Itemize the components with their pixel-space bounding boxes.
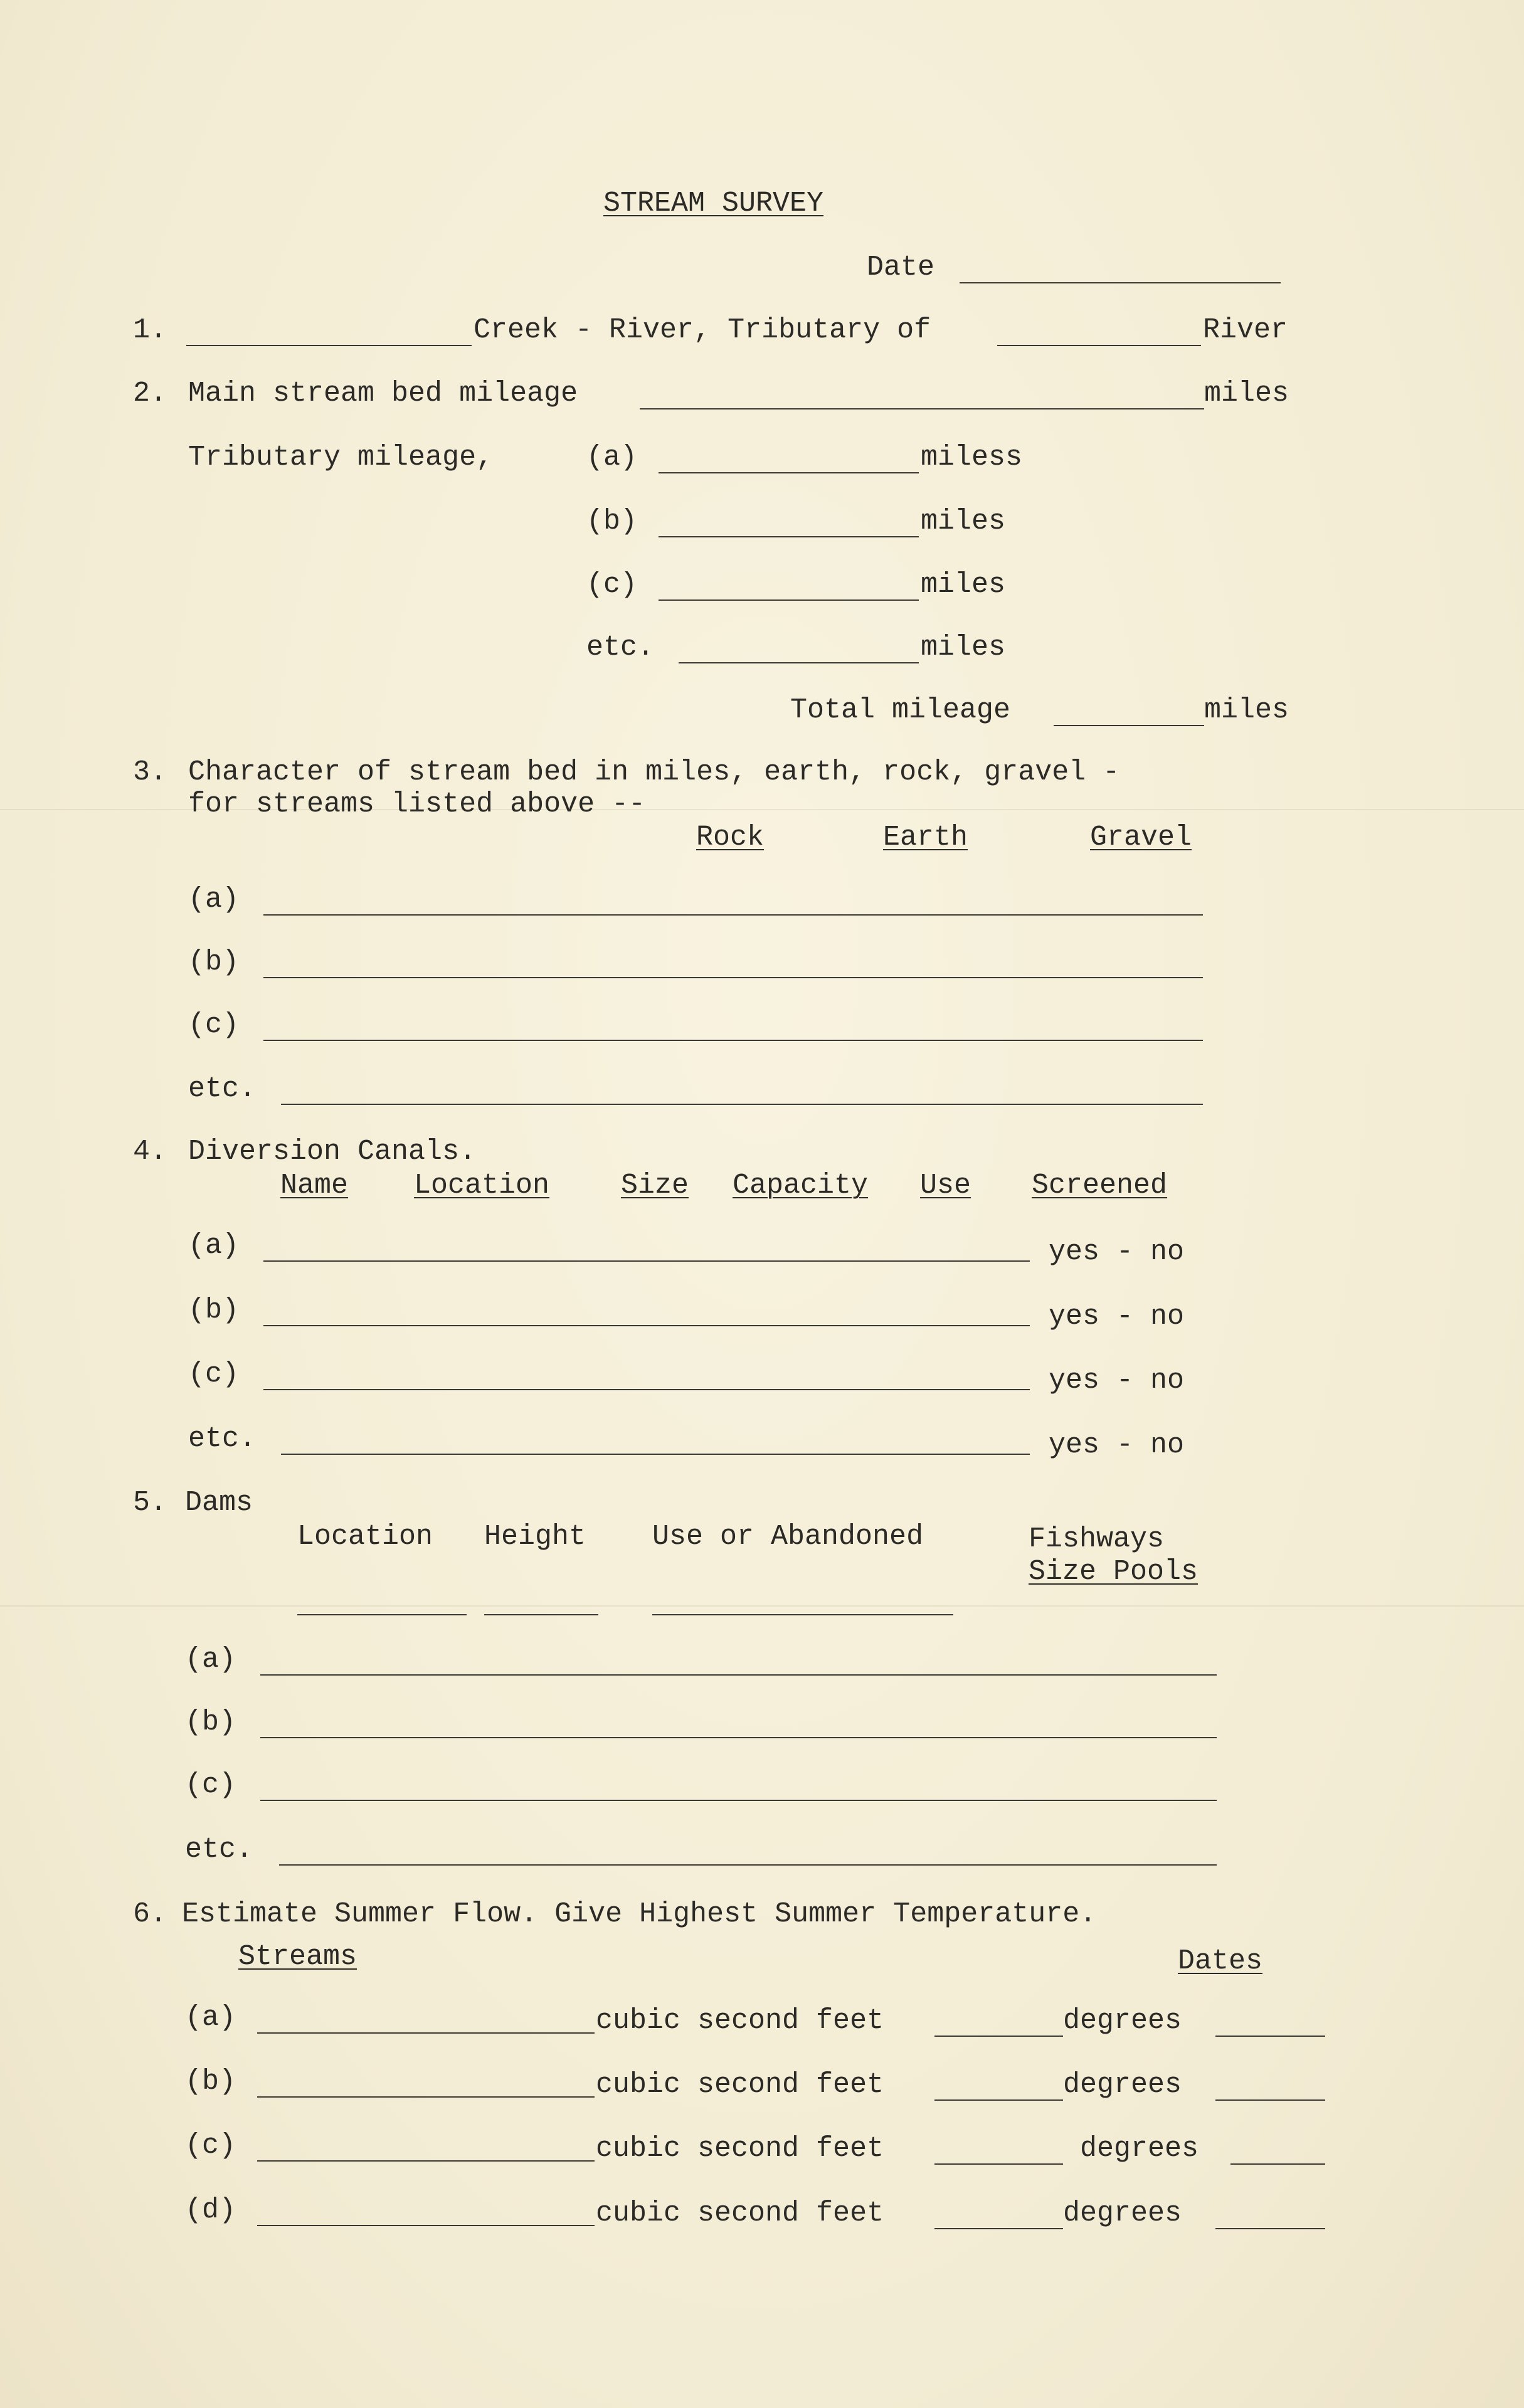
canal-a-field[interactable] [263, 1260, 1030, 1262]
total-miles-unit: miles [1204, 694, 1289, 726]
creek-river-label: Creek - River, Tributary of [474, 314, 931, 346]
column-dam-height: Height [484, 1521, 586, 1553]
flow-d-temperature-field[interactable] [934, 2228, 1063, 2229]
creek-name-field[interactable] [186, 345, 472, 346]
canal-c-screened-option[interactable]: yes - no [1049, 1365, 1185, 1397]
dam-location-underline [297, 1614, 467, 1615]
dams-heading: Dams [185, 1487, 253, 1519]
date-label: Date [867, 251, 935, 283]
flow-d-date-field[interactable] [1215, 2228, 1325, 2229]
stream-bed-a-field[interactable] [263, 914, 1203, 916]
main-mileage-label: Main stream bed mileage [188, 378, 578, 409]
canal-etc-field[interactable] [281, 1454, 1030, 1455]
canal-item-b: (b) [188, 1294, 240, 1326]
stream-bed-question-line2: for streams listed above -- [188, 788, 646, 820]
flow-b-unit: cubic second feet [596, 2069, 884, 2101]
total-mileage-label: Total mileage [790, 694, 1011, 726]
column-size: Size [621, 1170, 689, 1201]
form-title: STREAM SURVEY [603, 187, 824, 219]
dam-c-field[interactable] [260, 1800, 1217, 1801]
column-streams: Streams [238, 1941, 357, 1973]
flow-c-stream-field[interactable] [257, 2160, 595, 2162]
miles-label: miles [1204, 378, 1289, 409]
tributary-mileage-label: Tributary mileage, [188, 441, 494, 473]
flow-a-unit: cubic second feet [596, 2005, 884, 2037]
stream-bed-item-b: (b) [188, 946, 240, 978]
canal-item-a: (a) [188, 1230, 240, 1262]
dam-use-underline [652, 1614, 953, 1615]
column-location: Location [414, 1170, 550, 1201]
flow-c-temperature-field[interactable] [934, 2163, 1063, 2165]
section-3-number: 3. [133, 756, 167, 788]
canal-a-screened-option[interactable]: yes - no [1049, 1236, 1185, 1268]
flow-item-c: (c) [185, 2130, 236, 2162]
diversion-canals-heading: Diversion Canals. [188, 1136, 477, 1168]
section-2-number: 2. [133, 378, 167, 409]
stream-bed-item-a: (a) [188, 884, 240, 916]
tributary-a-unit: miless [921, 441, 1023, 473]
tributary-item-a: (a) [586, 441, 638, 473]
dam-item-b: (b) [185, 1706, 236, 1738]
column-rock: Rock [696, 821, 765, 853]
dam-item-etc: etc. [185, 1834, 253, 1866]
flow-d-degrees-label: degrees [1063, 2197, 1182, 2229]
flow-d-stream-field[interactable] [257, 2225, 595, 2226]
flow-b-temperature-field[interactable] [934, 2099, 1063, 2101]
canal-etc-screened-option[interactable]: yes - no [1049, 1429, 1185, 1461]
flow-a-stream-field[interactable] [257, 2032, 595, 2034]
flow-b-stream-field[interactable] [257, 2096, 595, 2098]
column-fishways: Fishways [1029, 1523, 1165, 1555]
flow-item-d: (d) [185, 2194, 236, 2226]
tributary-item-c: (c) [586, 569, 638, 601]
section-4-number: 4. [133, 1136, 167, 1168]
tributary-etc-field[interactable] [679, 662, 919, 663]
canal-item-etc: etc. [188, 1423, 257, 1455]
tributary-item-etc: etc. [586, 631, 655, 663]
flow-a-degrees-label: degrees [1063, 2005, 1182, 2037]
column-name: Name [280, 1170, 349, 1201]
flow-c-degrees-label: degrees [1080, 2133, 1199, 2165]
flow-item-b: (b) [185, 2066, 236, 2098]
dam-a-field[interactable] [260, 1674, 1217, 1676]
column-dates: Dates [1178, 1945, 1263, 1977]
column-size-pools: Size Pools [1029, 1556, 1199, 1588]
dam-etc-field[interactable] [279, 1864, 1217, 1866]
stream-bed-c-field[interactable] [263, 1040, 1203, 1041]
stream-bed-b-field[interactable] [263, 977, 1203, 978]
total-mileage-field[interactable] [1054, 725, 1204, 726]
river-label: River [1203, 314, 1288, 346]
section-5-number: 5. [133, 1487, 167, 1519]
tributary-b-field[interactable] [659, 536, 919, 537]
column-screened: Screened [1032, 1170, 1168, 1201]
dam-b-field[interactable] [260, 1737, 1217, 1738]
flow-b-degrees-label: degrees [1063, 2069, 1182, 2101]
flow-b-date-field[interactable] [1215, 2099, 1325, 2101]
canal-b-screened-option[interactable]: yes - no [1049, 1301, 1185, 1333]
date-field[interactable] [960, 282, 1281, 283]
stream-bed-item-c: (c) [188, 1009, 240, 1041]
column-capacity: Capacity [733, 1170, 869, 1201]
section-1-number: 1. [133, 314, 167, 346]
canal-b-field[interactable] [263, 1325, 1030, 1326]
column-gravel: Gravel [1090, 821, 1192, 853]
tributary-of-field[interactable] [997, 345, 1201, 346]
dam-item-a: (a) [185, 1644, 236, 1676]
tributary-a-field[interactable] [659, 472, 919, 473]
stream-bed-item-etc: etc. [188, 1073, 257, 1105]
column-dam-location: Location [297, 1521, 433, 1553]
canal-c-field[interactable] [263, 1389, 1030, 1390]
flow-c-date-field[interactable] [1230, 2163, 1325, 2165]
paper-fold-line [0, 1605, 1524, 1607]
column-use: Use [920, 1170, 971, 1201]
tributary-item-b: (b) [586, 505, 638, 537]
column-earth: Earth [883, 821, 968, 853]
flow-a-date-field[interactable] [1215, 2036, 1325, 2037]
dam-item-c: (c) [185, 1769, 236, 1801]
flow-d-unit: cubic second feet [596, 2197, 884, 2229]
tributary-c-unit: miles [921, 569, 1006, 601]
flow-item-a: (a) [185, 2002, 236, 2034]
dam-height-underline [484, 1614, 598, 1615]
stream-bed-question-line1: Character of stream bed in miles, earth, rock, gravel - [188, 756, 1120, 788]
column-use-or-abandoned: Use or Abandoned [652, 1521, 924, 1553]
tributary-etc-unit: miles [921, 631, 1006, 663]
flow-c-unit: cubic second feet [596, 2133, 884, 2165]
section-6-number: 6. [133, 1898, 167, 1930]
tributary-b-unit: miles [921, 505, 1006, 537]
canal-item-c: (c) [188, 1358, 240, 1390]
main-mileage-field[interactable] [640, 408, 1204, 409]
summer-flow-heading: Estimate Summer Flow. Give Highest Summer Temperature. [182, 1898, 1097, 1930]
flow-a-temperature-field[interactable] [934, 2036, 1063, 2037]
stream-bed-etc-field[interactable] [281, 1104, 1203, 1105]
tributary-c-field[interactable] [659, 599, 919, 601]
